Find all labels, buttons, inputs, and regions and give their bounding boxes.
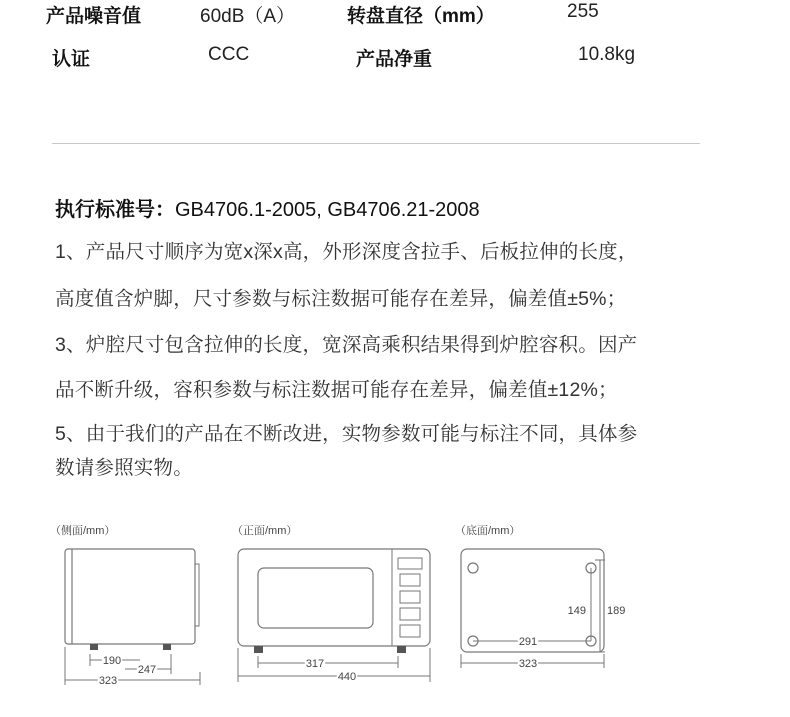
side-dim-2: 247: [137, 664, 157, 676]
bottom-dim-outer-w: 323: [518, 658, 538, 670]
side-view-title: （侧面/mm）: [50, 525, 116, 537]
front-view-diagram: [232, 522, 442, 692]
spec-noise-value: 60dB（A）: [200, 6, 296, 27]
section-divider: [52, 143, 700, 144]
side-view-drawing: [50, 522, 210, 692]
note-line-4: 品不断升级，容积参数与标注数据可能存在差异，偏差值±12%；: [55, 379, 618, 401]
note-line-5: 5、由于我们的产品在不断改进，实物参数可能与标注不同，具体参: [55, 423, 638, 445]
spec-weight-label: 产品净重: [356, 49, 433, 70]
bottom-view-drawing: [455, 522, 635, 692]
standard-line: [55, 193, 480, 222]
bottom-dim-inner-w: 291: [518, 636, 538, 648]
bottom-view-title: （底面/mm）: [455, 525, 521, 537]
bottom-dim-outer-h: 189: [607, 605, 626, 617]
front-dim-1: 317: [305, 658, 325, 670]
side-dim-3: 323: [98, 675, 118, 687]
spec-noise-label: 产品噪音值: [46, 6, 142, 27]
bottom-dim-inner-h: 149: [567, 605, 586, 617]
note-line-6: 数请参照实物。: [55, 457, 193, 479]
spec-turntable-value: 255: [567, 1, 599, 22]
note-line-1: 1、产品尺寸顺序为宽x深x高，外形深度含拉手、后板拉伸的长度，: [55, 241, 638, 263]
standard-value: GB4706.1-2005, GB4706.21-2008: [175, 199, 480, 221]
spec-cert-label: 认证: [52, 49, 91, 70]
front-view-drawing: [232, 522, 442, 692]
side-view-diagram: [50, 522, 210, 692]
note-line-2: 高度值含炉脚，尺寸参数与标注数据可能存在差异，偏差值±5%；: [55, 288, 627, 310]
front-view-title: （正面/mm）: [232, 525, 298, 537]
bottom-view-diagram: [455, 522, 635, 692]
spec-weight-value: 10.8kg: [578, 44, 636, 65]
note-line-3: 3、炉腔尺寸包含拉伸的长度，宽深高乘积结果得到炉腔容积。因产: [55, 334, 638, 356]
standard-label: 执行标准号：: [55, 199, 175, 221]
spec-cert-value: CCC: [208, 44, 250, 65]
side-dim-1: 190: [102, 655, 122, 667]
front-dim-2: 440: [337, 671, 357, 683]
spec-turntable-label: 转盘直径（mm）: [347, 6, 495, 27]
